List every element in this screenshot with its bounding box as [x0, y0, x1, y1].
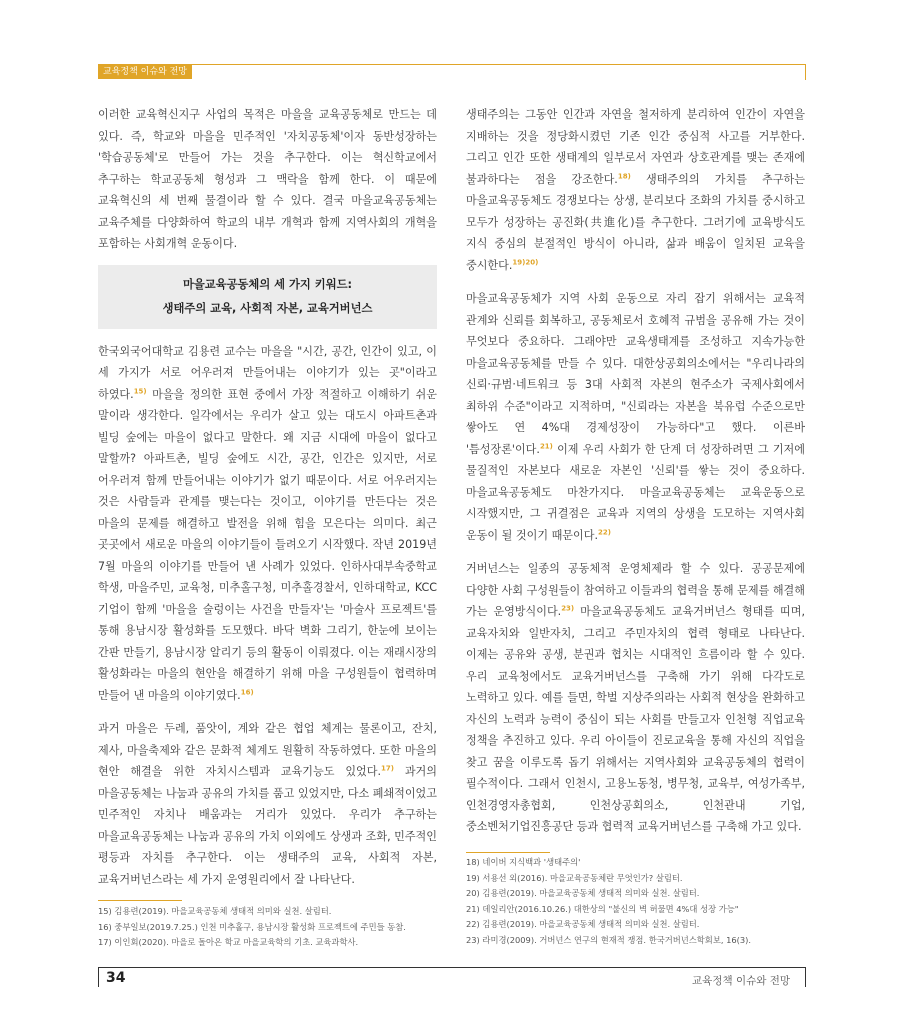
footnote: 19) 서용선 외(2016). 마을교육공동체란 무엇인가? 살림터. [466, 872, 683, 883]
footnote: 16) 중부일보(2019.7.25.) 인천 미추홀구, 용남시장 활성화 프로젝트에 주민들 동참. [98, 921, 406, 932]
paragraph-text: 이러한 교육혁신지구 사업의 목적은 마을을 교육공동체로 만드는 데 있다. 즉, 학교와 마을을 민주적인 '자치공동체'이자 동반성장하는 '학습공동체'로 만들어 가는 것을 추구한다. 이는 혁신학교에서 추구하는 학교공동체 형성과 그 맥락을 함께 한다. 이 때문에 교육혁신의 세 번째 물결이라 할 수 있다. 결국 마을교육공동체는 교육주체를 다양화하여 학교의 내부 개혁과 함께 지역사회의 개혁을 포함하는 사회개혁 운동이다. [98, 108, 437, 250]
footer-rule-left [98, 967, 99, 987]
footnote-ref[interactable]: 15) [133, 386, 147, 395]
paragraph-text: 과거의 마을공동체는 나눔과 공유의 가치를 품고 있었지만, 다소 폐쇄적이었고 민주적인 자치나 배움과는 거리가 있었다. 우리가 추구하는 마을교육공동체는 나눔과 공유의 가치 이외에도 상생과 조화, 민주적인 평등과 자치를 추구한다. 이는 생태주의 교육, 사회적 자본, 교육거버넌스라는 세 가지 운영원리에서 잘 나타난다. [98, 765, 437, 886]
paragraph [466, 104, 805, 276]
paragraph-text: 마을교육공동체도 교육거버넌스 형태를 띠며, 교육자치와 일반자치, 그리고 주민자치의 협력 형태로 나타난다. 이제는 공유와 공생, 분권과 협치는 시대적인 흐름이라 할 수 있다. 우리 교육청에서도 교육거버넌스를 구축해 가기 위해 다각도로 노력하고 있다. 예를 들면, 학벌 지상주의라는 사회적 현상을 완화하고 자신의 노력과 능력이 중심이 되는 사회를 만들고자 인천형 직업교육 정책을 추진하고 있다. 우리 아이들이 진로교육을 통해 자신의 직업을 찾고 꿈을 이루도록 돕기 위해서는 지역사회와 교육공동체의 협력이 필수적이다. 그래서 인천시, 고용노동청, 병무청, 교육부, 여성가족부, 인천경영자총협회, 인천상공회의소, 인천관내 기업, 중소벤처기업진흥공단 등과 협력적 교육거버넌스를 구축해 가고 있다. [466, 605, 805, 833]
footnote-rule [466, 852, 550, 853]
keyword-box-title-line1: 마을교육공동체의 세 가지 키워드: [182, 277, 353, 291]
paragraph-text: 마을교육공동체가 지역 사회 운동으로 자리 잡기 위해서는 교육적 관계와 신뢰를 회복하고, 공동체로서 호혜적 규범을 공유해 가는 것이 무엇보다 중요하다. 그래야만 교육생태계를 조성하고 지속가능한 마을교육공동체를 만들 수 있다. 대한상공회의소에서는 "우리나라의 신뢰·규범·네트워크 등 3대 사회적 자본의 현주소가 국제사회에서 최하위 수준"이라고 지적하며, "신뢰라는 자본을 북유럽 수준으로만 쌓아도 연 4%대 경제성장이 가능하다"고 했다. 이른바 '틈성장론'이다. [466, 292, 805, 456]
footnote-rule [98, 900, 182, 901]
right-column [466, 104, 805, 838]
footnotes-right [466, 855, 751, 948]
footnote: 17) 이인회(2020). 마을로 돌아온 학교 마을교육학의 기초. 교육과학사. [98, 937, 359, 947]
paragraph [466, 558, 805, 838]
paragraph-text: 한국외국어대학교 김용련 교수는 마을을 "시간, 공간, 인간이 있고, 이 세 가지가 서로 어우러져 만들어내는 이야기가 있는 곳"이라고 하였다. [98, 344, 437, 401]
paragraph [98, 104, 437, 255]
header-rule-tick [805, 64, 806, 80]
footnote: 15) 김용련(2019). 마을교육공동체 생태적 의미와 실천. 살림터. [98, 906, 332, 916]
paragraph-text: 마을을 정의한 표현 중에서 가장 적절하고 이해하기 쉬운 말이라 생각한다. 일각에서는 우리가 살고 있는 대도시 아파트촌과 빌딩 숲에는 마을이 없다고 말한다. 왜 지금 시대에 마을이 없다고 말할까? 아파트촌, 빌딩 숲에도 시간, 공간, 인간은 있지만, 서로 어우러져 함께 만들어내는 이야기가 없기 때문이다. 서로 어우러지는 것은 사람들과 관계를 맺는다는 것이고, 이야기를 만든다는 것은 마을의 문제를 해결하고 발전을 위해 힘을 모은다는 의미다. 최근 곳곳에서 새로운 마을의 이야기들이 들려오기 시작했다. 작년 2019년 7월 마을의 이야기를 만들어 낸 사례가 있었다. 인하사대부속중학교 학생, 마을주민, 교육청, 미추홀구청, 미추홀경찰서, 인하대학교, KCC 기업이 함께 '마을을 술렁이는 사건을 만들자'는 '마술사 프로젝트'를 통해 용남시장 활성화를 도모했다. 바닥 벽화 그리기, 한눈에 보이는 간판 만들기, 용남시장 알리기 등의 활동이 이뤄졌다. 이는 재래시장의 활성화라는 마을의 현안을 해결하기 위해 마을 구성원들이 협력하며 만들어 낸 마을의 이야기였다. [98, 387, 437, 702]
paragraph-text: 거버넌스는 일종의 공동체적 운영체제라 할 수 있다. 공공문제에 다양한 사회 구성원들이 참여하고 이들과의 협력을 통해 문제를 해결해 가는 운영방식이다. [466, 562, 805, 618]
paragraph-text: 생태주의는 그동안 인간과 자연을 철저하게 분리하여 인간이 자연을 지배하는 것을 정당화시켰던 기존 인간 중심적 사고를 거부한다. 그리고 인간 또한 생태계의 일부로서 자연과 상호관계를 맺는 존재에 불과하다는 점을 강조한다. [466, 108, 805, 186]
footnote-ref[interactable]: 23) [561, 604, 575, 613]
paragraph [98, 341, 437, 707]
paragraph [466, 288, 805, 546]
footnote-ref[interactable]: 19)20) [512, 257, 539, 266]
footnote-ref[interactable]: 22) [598, 527, 611, 536]
paragraph-text: 과거 마을은 두레, 품앗이, 계와 같은 협업 체계는 물론이고, 잔치, 제사, 마을축제와 같은 문화적 체계도 원활히 작동하였다. 또한 마을의 현안 해결을 위한 자치시스템과 교육기능도 있었다. [98, 722, 437, 778]
footnotes-left [98, 904, 406, 951]
footnote: 22) 김용련(2019). 마을교육공동체 생태적 의미와 실천. 살림터. [466, 919, 700, 929]
footer-rule-right [805, 967, 806, 987]
section-tag: 교육정책 이슈와 전망 [98, 65, 192, 79]
header-rule [98, 64, 806, 65]
paragraph-text: 생태주의의 가치를 추구하는 마을교육공동체도 경쟁보다는 상생, 분리보다 조화의 가치를 중시하고 모두가 성장하는 공진화(共進化)를 추구한다. 그러기에 교육방식도 지식 중심의 분절적인 방식이 아니라, 삶과 배움이 일치된 교육을 중시한다. [466, 172, 805, 272]
footnote-ref[interactable]: 18) [617, 171, 631, 180]
footnote: 21) 데일리안(2016.10.26.) 대한상의 "불신의 벽 허물면 4%대 성장 가능" [466, 903, 739, 914]
footnote: 20) 김용련(2019). 마을교육공동체 생태적 의미와 실천. 살림터. [466, 888, 700, 898]
page-number: 34 [106, 970, 126, 986]
keyword-box [98, 265, 437, 329]
footnote: 23) 라미경(2009). 거버넌스 연구의 현재적 쟁점. 한국거버넌스학회보, 16(3). [466, 934, 752, 945]
footnote: 18) 네이버 지식백과 '생태주의' [466, 857, 581, 867]
keyword-box-title-line2: 생태주의 교육, 사회적 자본, 교육거버넌스 [162, 301, 373, 315]
footer-rule [98, 967, 806, 968]
footnote-ref[interactable]: 16) [240, 687, 254, 696]
paragraph-text: 이제 우리 사회가 한 단계 더 성장하려면 그 기저에 물질적인 자본보다 새로운 자본인 '신뢰'를 쌓는 것이 중요하다. 마을교육공동체도 마찬가지다. 마을교육공동체는 교육운동으로 시작했지만, 그 귀결점은 교육과 지역의 상생을 도모하는 지역사회 운동이 될 것이기 때문이다. [466, 442, 805, 542]
footer-title: 교육정책 이슈와 전망 [692, 975, 790, 987]
footnote-ref[interactable]: 21) [539, 441, 553, 450]
paragraph [98, 718, 437, 890]
footnote-ref[interactable]: 17) [381, 764, 394, 773]
left-column [98, 104, 437, 890]
